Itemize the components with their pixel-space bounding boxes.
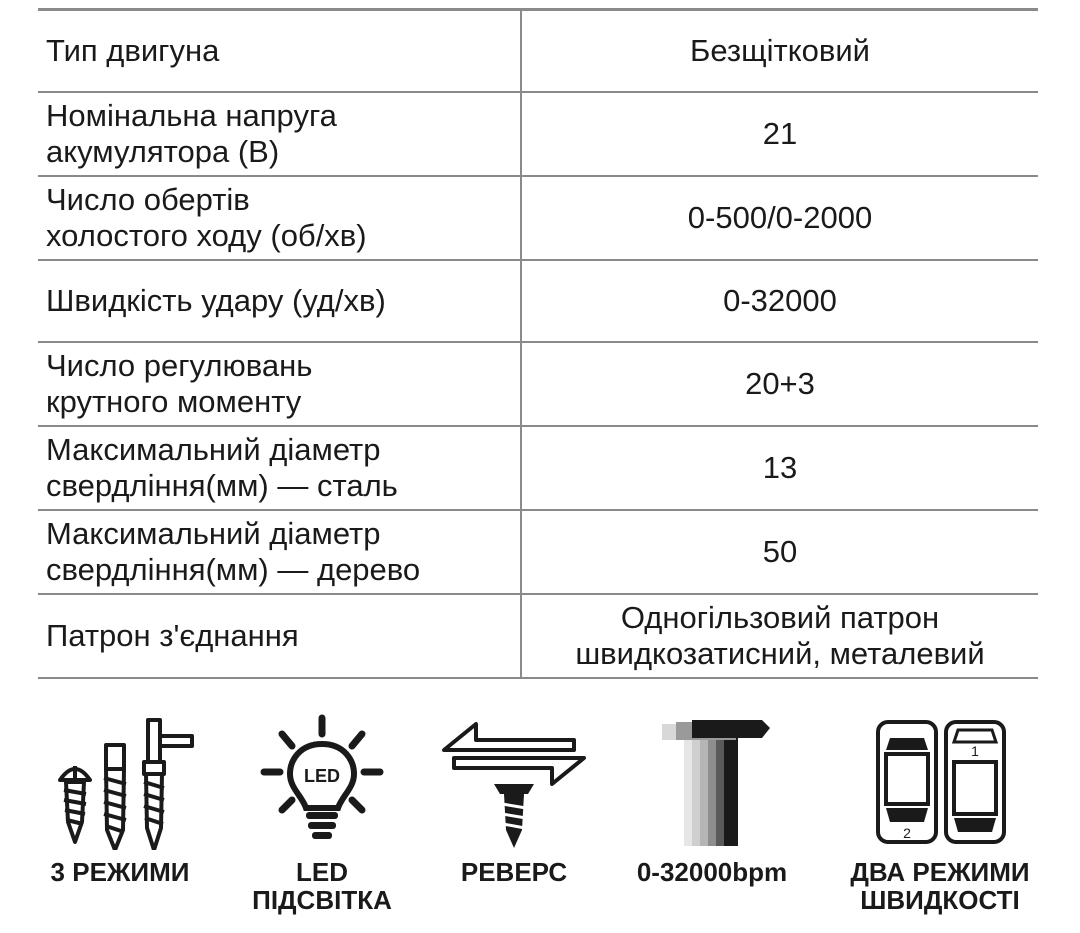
impact-hammer-icon [612,710,812,850]
feature-caption: 3 РЕЖИМИ [50,857,190,887]
spec-label: Тип двигуна [38,10,521,92]
spec-label: Номінальна напруга акумулятора (В) [38,92,521,176]
table-row [38,342,1038,426]
spec-value: 20+3 [521,342,1038,426]
table-row [38,92,1038,176]
table-row [38,10,1038,92]
spec-label: Максимальний діаметр свердління(мм) — сталь [38,426,521,510]
screws-icon [20,710,220,850]
spec-value: 0-500/0-2000 [521,176,1038,260]
spec-label: Число обертів холостого ходу (об/хв) [38,176,521,260]
speed-gears-icon [840,710,1040,850]
spec-value: Безщітковий [521,10,1038,92]
table-row [38,594,1038,678]
led-bulb-icon [222,710,422,850]
feature-caption: LED ПІДСВІТКА [252,857,392,915]
spec-value: 0-32000 [521,260,1038,342]
spec-value: 21 [521,92,1038,176]
feature-caption: ДВА РЕЖИМИ ШВИДКОСТІ [850,857,1030,915]
spec-label: Патрон з'єднання [38,594,521,678]
reverse-arrows-icon [414,710,614,850]
table-row [38,176,1038,260]
spec-value: Одногільзовий патрон швидкозатисний, металевий [521,594,1038,678]
feature-caption: РЕВЕРС [460,857,568,887]
speed-number-1: 1 [971,743,979,759]
table-row [38,510,1038,594]
feature-caption: 0-32000bpm [636,857,788,887]
features-row [0,700,1080,933]
spec-label: Максимальний діаметр свердління(мм) — дерево [38,510,521,594]
table-row [38,260,1038,342]
table-row [38,426,1038,510]
spec-value: 13 [521,426,1038,510]
spec-value: 50 [521,510,1038,594]
spec-table [38,8,1038,679]
speed-number-2: 2 [903,825,911,841]
spec-label: Швидкість удару (уд/хв) [38,260,521,342]
spec-label: Число регулювань крутного моменту [38,342,521,426]
led-icon-text: LED [304,766,340,786]
